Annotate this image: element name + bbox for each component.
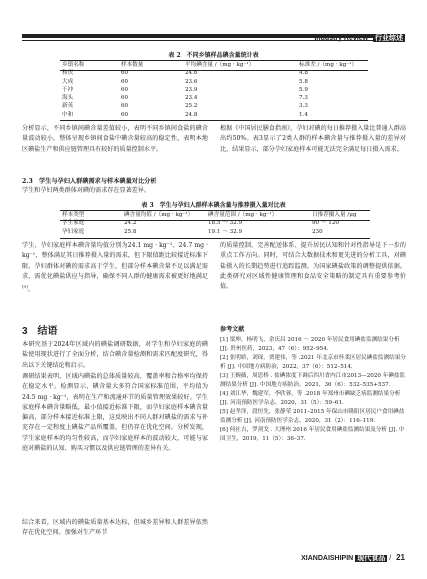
table3-title: 表 3 学生与孕妇人群样本碘含量与推荐摄入量对比表 [141, 202, 286, 209]
table3-row [60, 228, 370, 236]
table3-col-header: 碘含量均值 /（mg · kg⁻¹） [124, 212, 194, 218]
table2-cell: 大成 [62, 78, 74, 85]
reference-item: [1] 梁坤，杨明飞，余庆昌 2016 ～ 2020 年居民食用碘盐监测结果分析 [J]. 贵州医药，2023，47（6）：952–954. [220, 337, 400, 352]
table2-cell: 60 [121, 95, 129, 102]
table3-grid [60, 211, 370, 236]
table3 [60, 211, 370, 236]
table3-header-row [60, 211, 370, 219]
section-name-en: Industry Review [314, 35, 369, 42]
table3-cell: 230 [312, 228, 323, 235]
table2-cell: 5.9 [299, 86, 308, 93]
table2-cell: 60 [121, 111, 129, 118]
conclusion-paragraph-1: 本研究基于2024年区域内的碘盐调研数据，对学生和孕妇家庭的碘盐使用现状进行了全面分析，结合碘含量检测和需求匹配度研究，得出以下关键结论和启示。 [22, 341, 208, 369]
table3-cell: 孕妇家庭 [62, 228, 85, 235]
table3-col-header: 样本类型 [62, 212, 85, 218]
table3-cell: 24.2 [124, 220, 137, 227]
references-list [220, 336, 406, 444]
citation-9: [9] [22, 284, 28, 290]
left-paragraph-1: 分析显示，不同乡镇间碘含量差值较小，表明不同乡镇间食盐的碘含量波动较小，整体呈现乡镇间食盐中碘含量较高的稳定性，表明本地区碘盐生产和供应链管理具有较好的质量控制水平。 [22, 125, 208, 153]
footer-separator: / [389, 555, 392, 562]
table2-cell: 23.9 [185, 86, 198, 93]
table2-cell: 60 [121, 86, 129, 93]
table2-col-header: 平均碘含量 /（mg · kg⁻¹） [185, 62, 255, 68]
conclusion-paragraph-2: 调研结果表明，区域内碘盐的总体质量较高，覆盖率和合格率均保持在稳定水平。检测显示，碘含量大多符合国家标准范围，平均值为24.5 mg · kg⁻¹，表明在生产和流通环节的质量管理效果较好。学生家庭样本碘含量略低，最小值接近标准下限，而孕妇家庭样本碘含量偏高，部分样本接近标准上限，这反映出不同人群对碘盐的需求与补充存在一定程度上碘盐产品所覆盖，但仍存在优化空间。分析发现，学生家庭样本的均匀性较高，而孕妇家庭样本的波动较大，可能与家庭对碘盐的认知、购买习惯以及供应链管理的差异有关。 [22, 373, 208, 453]
table3-cell: 90 ～ 120 [312, 220, 339, 227]
table2-col-header: 标准差 /（mg · kg⁻¹） [299, 62, 358, 68]
table2-header-rule [60, 70, 368, 71]
table2-col-header: 乡镇名称 [62, 62, 85, 68]
table2-cell: 60 [121, 70, 129, 77]
table2-cell: 1.4 [299, 111, 308, 118]
table2-cell: 60 [121, 78, 129, 85]
table2-cell: 新英 [62, 103, 74, 110]
reference-item: [3] 王婉薇，周思桥 . 盐碘浓度下调后四川省内江市2013—2020 年碘盐监测结果分析 [J]. 中国地方病防治，2021，36（6）：532–535+537. [220, 373, 406, 388]
table2-cell: 5.8 [299, 78, 308, 85]
table2-cell: 4.8 [299, 70, 308, 77]
table2-cell: 7.3 [299, 95, 308, 102]
table3-header-rule [60, 220, 370, 221]
reference-item: [6] 何社吉，罗剑戈 . 大理州 2016 年居民食用碘盐监测结果及分析 [J]. 中国卫生，2019，11（5）：36–37. [220, 427, 405, 442]
section-2-3-heading: 2.3 学生与孕妇人群碘需求与样本碘量对比分析 [22, 178, 157, 185]
conclusion-paragraph-3: 综合来看，区域内的碘盐质量基本达标，但城乡差异和人群差异依然存在优化空间。加强对生产环节 [22, 519, 208, 537]
table2-col-header: 样本数量 [121, 62, 144, 68]
table2-cell: 海头 [62, 95, 74, 102]
table2-row [60, 102, 368, 110]
table2-cell: 60 [121, 103, 129, 110]
left-paragraph-3-text: 学生、孕妇家庭样本碘含量均值分别为24.1 mg · kg⁻¹、24.7 mg · kg⁻¹，整体满足其日推荐摄入量的需求，但下限值距比较接近标准下限，孕妇群体对碘的需求高于学生，但部分样本碘含量不足以满足需求，需优化碘盐供应与指导，确保不同人群的健康需求被更好地满足 [22, 242, 208, 280]
journal-name-cn: 现代食品 [357, 555, 386, 562]
table2-cell: 3.3 [299, 103, 308, 110]
table3-bottom-rule [60, 238, 370, 239]
right-paragraph-1: 根据《中国居民膳食指南》，孕妇对碘的每日推荐摄入量比普通人群高出约50%。表3显示了2类人群的样本碘含量与推荐摄入量的差异对比，结果显示，部分孕妇家庭样本可能无法完全满足每日摄入需求。 [220, 125, 406, 153]
table2-row [60, 86, 368, 94]
table2-row [60, 111, 368, 119]
table2-row [60, 94, 368, 102]
table3-cell: 19.1 ～ 32.9 [208, 228, 243, 235]
running-header [314, 33, 405, 43]
table2-cell: 24.6 [185, 70, 198, 77]
table2-bottom-rule [60, 120, 368, 121]
table2-cell: 23.6 [185, 78, 198, 85]
journal-name-en: XIANDAISHIPIN [301, 555, 354, 562]
table2-cell: 23.4 [185, 95, 198, 102]
left-paragraph-2: 学生和孕妇两类群体对碘的需求存在显著差异。 [22, 187, 150, 194]
reference-item: [4] 刘江华，魏建军，李欣蓉，等 .2018 年郑州市碘缺乏病监测结果分析 [J]. 河南预防医学杂志，2020，31（5）：59–61. [220, 391, 401, 406]
table2-cell: 干冲 [62, 86, 74, 93]
table2-cell: 24.8 [185, 111, 198, 118]
section-name-cn: 行业综述 [375, 35, 403, 42]
table2-cell: 25.2 [185, 103, 198, 110]
reference-item: [2] 张明娇，刘琛，贾建伟，等 .2021 年北京市怀柔区居民碘盐监测结果分析 [J]. 中国地方病防治，2022，37（6）：512–514. [220, 355, 406, 370]
section-3-heading: 3 结语 [22, 326, 58, 337]
table2-header-row [60, 61, 368, 69]
table2-cell: 中和 [62, 111, 74, 118]
table3-col-header: 日推荐摄入量 /μg [312, 212, 357, 218]
right-paragraph-2: 的质量控制、完善配送体系、提升居民认知和针对性指导是下一步的重点工作方向。同时，可结合大数据技术和更先进的分析工具，对碘盐摄入的长期趋势进行追踪监测，为国家碘盐政策的调整提供依据。此类研究对区域性健康管理和食品安全策略的制定具有重要参考价值。 [220, 242, 406, 291]
table3-cell: 18.5 ～ 32.9 [208, 220, 243, 227]
left-paragraph-3-end: 。 [27, 286, 34, 294]
page-footer [301, 553, 405, 563]
references-title: 参考文献 [220, 326, 245, 333]
table3-cell: 25.8 [124, 228, 137, 235]
reference-item: [5] 赵孝泽，段恒先，张静荣 2011–2015 年保山市隆阳区居民户食用碘盐监测分析 [J]. 河南预防医学杂志，2020，31（2）：116–119. [220, 409, 405, 424]
table2-title: 表 2 不同乡镇样品碘含量统计表 [168, 52, 259, 59]
table3-cell: 学生家庭 [62, 220, 85, 227]
table2-row [60, 78, 368, 86]
table2-cell: 和庆 [62, 70, 74, 77]
left-paragraph-3 [22, 241, 208, 296]
page-top-margin [0, 0, 427, 34]
table3-col-header: 碘含量范围 /（mg · kg⁻¹） [208, 212, 278, 218]
page-number: 21 [396, 553, 405, 562]
